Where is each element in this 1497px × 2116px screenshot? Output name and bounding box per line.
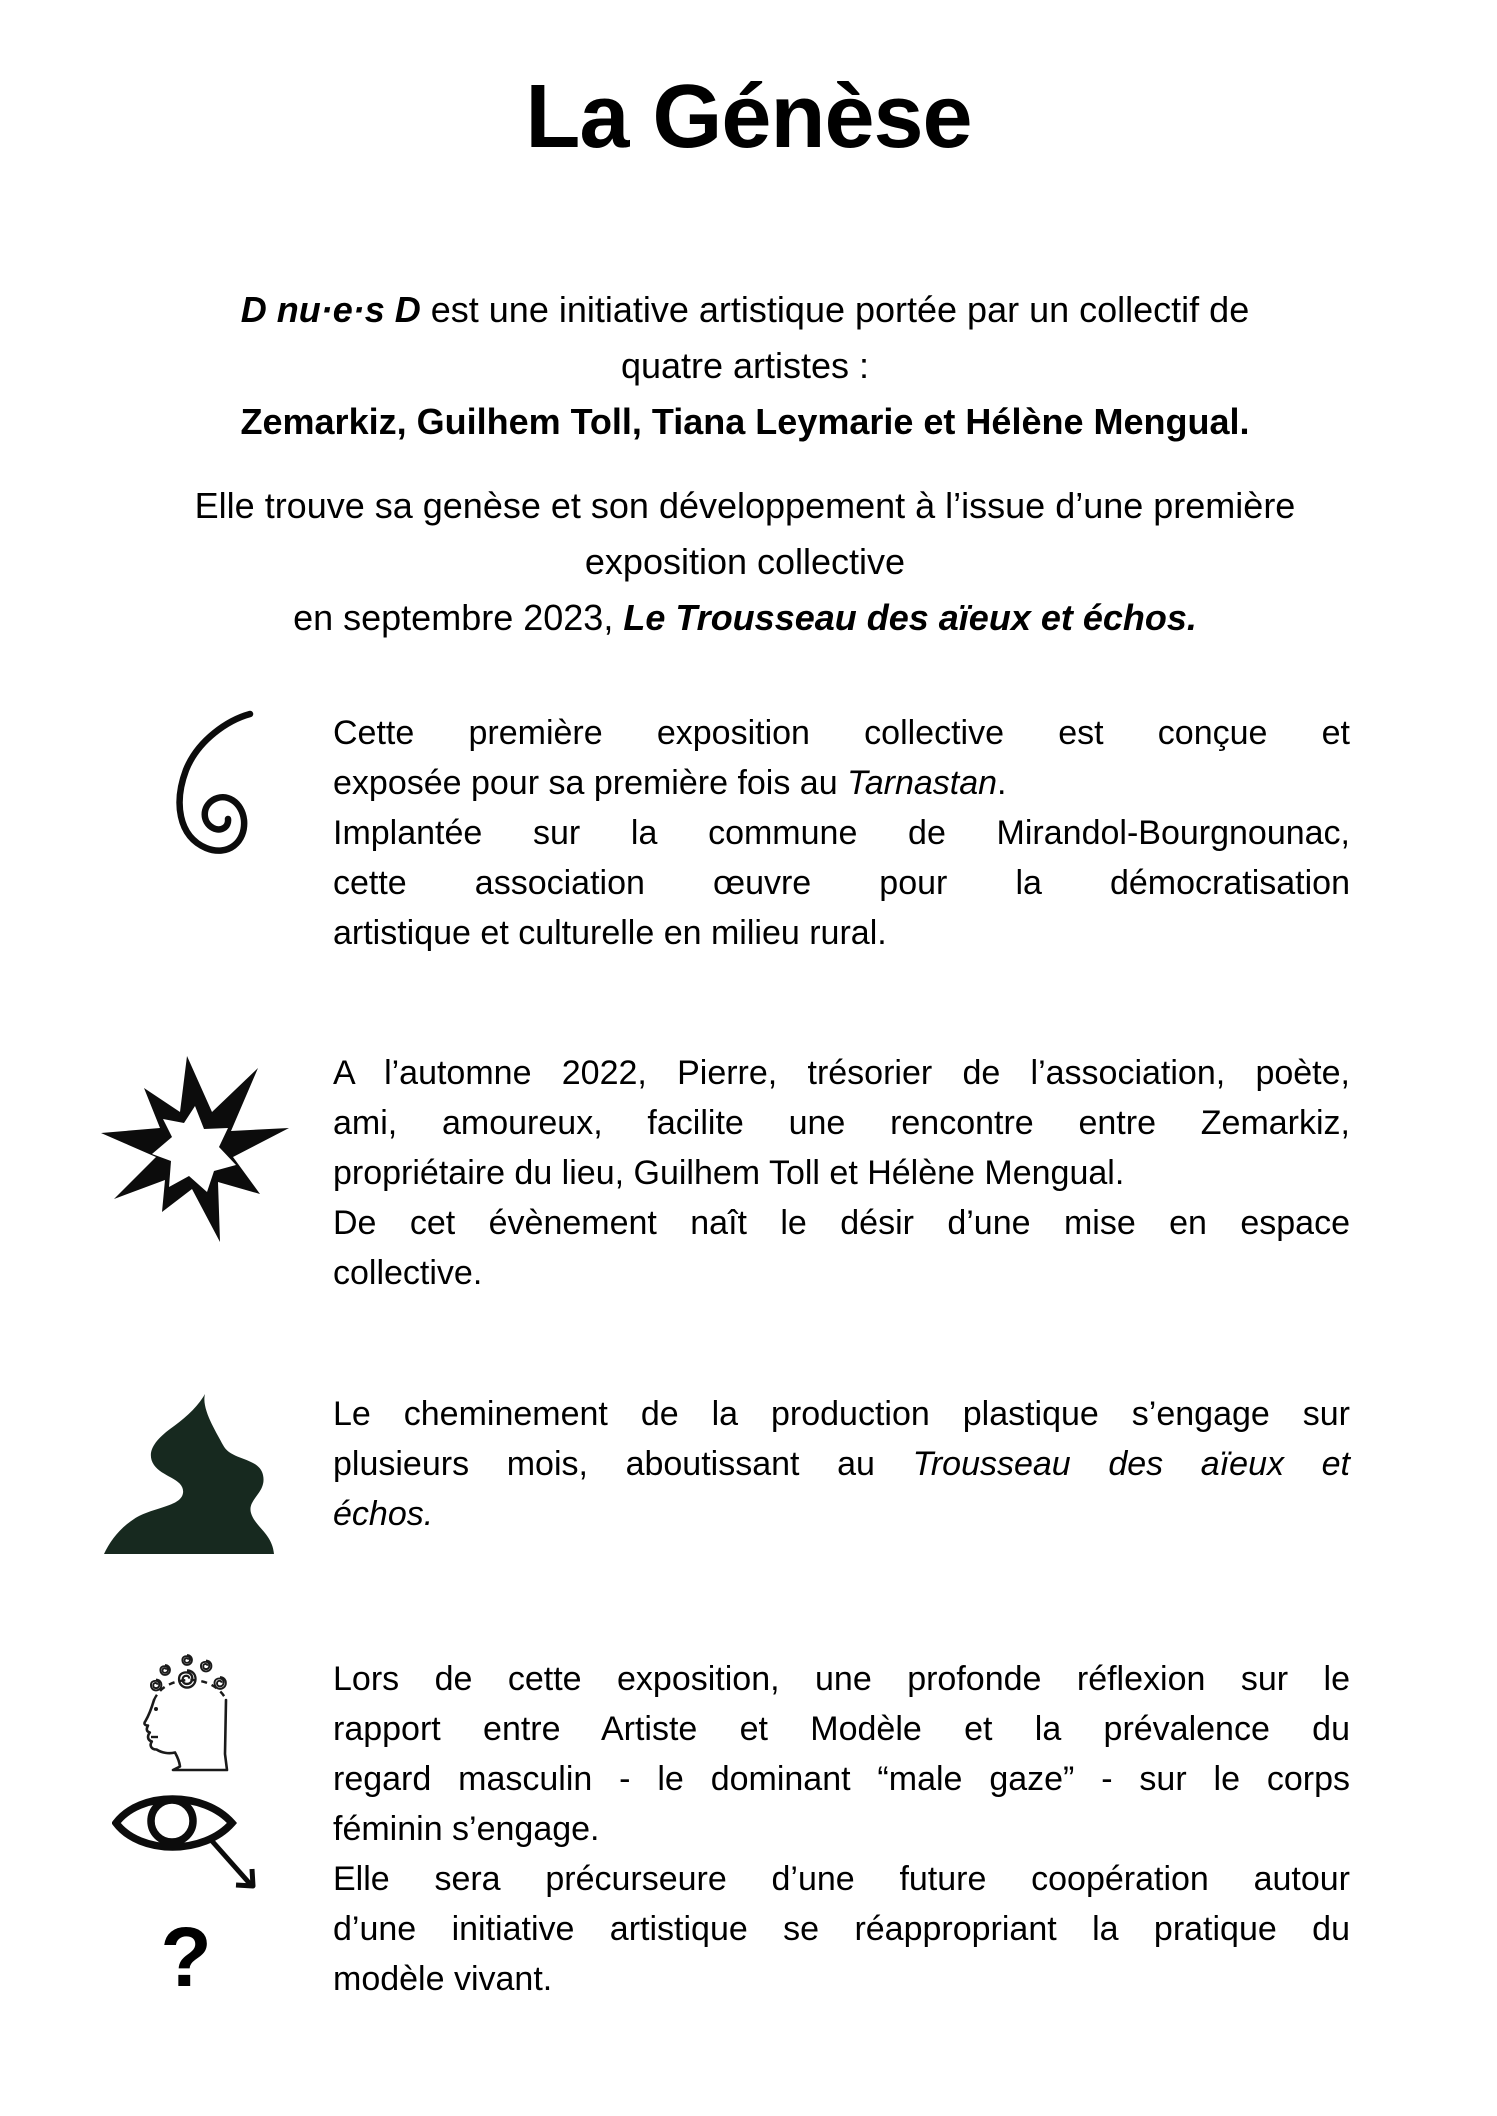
page-title: La Génèse	[525, 67, 972, 167]
question-mark-icon: ?	[160, 1910, 212, 2004]
section-rencontre-text	[333, 1048, 1350, 1298]
text-line: exposition collective	[584, 541, 906, 582]
text-line	[333, 1439, 1350, 1489]
text-line-artists: Zemarkiz, Guilhem Toll, Tiana Leymarie et Hélène Mengual.	[240, 401, 1250, 442]
text-line: Elle sera précurseure d’une future coopération autour	[333, 1860, 1350, 1898]
section-tarnastan-text	[333, 708, 1350, 958]
spiral-icon	[156, 710, 264, 862]
text-line: regard masculin - le dominant “male gaze” - sur le corps	[333, 1760, 1350, 1798]
thinking-head-icon	[142, 1652, 264, 1778]
text-line: rapport entre Artiste et Modèle et la prévalence du	[333, 1710, 1350, 1748]
text-line: Le cheminement de la production plastique s’engage sur	[333, 1395, 1350, 1433]
text-line: propriétaire du lieu, Guilhem Toll et Hélène Mengual.	[333, 1154, 1125, 1192]
winding-path-shape	[104, 1394, 274, 1554]
text-line: artistique et culturelle en milieu rural.	[333, 914, 887, 952]
text-line: d’une initiative artistique se réappropriant la pratique du	[333, 1910, 1350, 1948]
text-line: A l’automne 2022, Pierre, trésorier de l’association, poète,	[333, 1054, 1350, 1092]
text-segment-tarnastan: Tarnastan	[847, 764, 998, 802]
section-reflexion-text	[333, 1654, 1350, 2004]
text-line: De cet évènement naît le désir d’une mise en espace	[333, 1204, 1350, 1242]
text-line-echos: échos.	[333, 1495, 434, 1533]
text-line: modèle vivant.	[333, 1960, 553, 1998]
text-line: féminin s’engage.	[333, 1810, 600, 1848]
text-line: ami, amoureux, facilite une rencontre entre Zemarkiz,	[333, 1104, 1350, 1142]
text-line: quatre artistes :	[620, 345, 870, 386]
text-segment-trousseau: Trousseau des aïeux et	[912, 1445, 1350, 1483]
text-line: Cette première exposition collective est conçue et	[333, 714, 1350, 752]
arrow-icon	[212, 1841, 253, 1886]
text-segment: en septembre 2023,	[293, 597, 624, 638]
text-segment: .	[997, 764, 1007, 802]
starburst-icon	[100, 1053, 296, 1247]
text-line	[95, 590, 1395, 646]
text-line	[333, 758, 1350, 808]
text-line: collective.	[333, 1254, 483, 1292]
winding-path-icon	[104, 1394, 276, 1556]
text-segment: plusieurs mois, aboutissant au	[333, 1445, 913, 1483]
section-cheminement-text	[333, 1389, 1350, 1539]
text-line: cette association œuvre pour la démocratisation	[333, 864, 1350, 902]
text-segment: est une initiative artistique portée par un collectif de	[420, 289, 1250, 330]
text-segment-exhibition-title: Le Trousseau des aïeux et échos.	[623, 597, 1197, 638]
eye-icon	[112, 1785, 264, 1897]
intro-paragraph-collective	[95, 282, 1395, 450]
text-segment: exposée pour sa première fois au	[333, 764, 848, 802]
intro-paragraph-genese	[95, 478, 1395, 646]
text-line: Lors de cette exposition, une profonde réflexion sur le	[333, 1660, 1350, 1698]
text-segment-dnues: D nu·e·s D	[240, 289, 421, 330]
text-line	[95, 282, 1395, 338]
text-line: Elle trouve sa genèse et son développement à l’issue d’une première	[194, 485, 1296, 526]
text-line: Implantée sur la commune de Mirandol-Bourgnounac,	[333, 814, 1350, 852]
